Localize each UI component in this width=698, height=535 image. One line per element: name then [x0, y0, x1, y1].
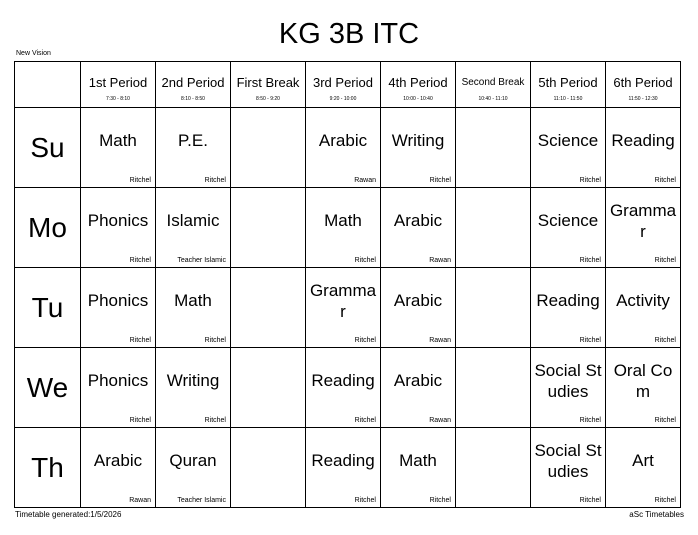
lesson-cell	[456, 348, 531, 428]
period-time: 11:50 - 12:30	[628, 96, 658, 102]
lesson-cell	[456, 428, 531, 508]
subject-label: Reading	[311, 451, 375, 470]
teacher-label: Ritchel	[654, 497, 676, 504]
day-name: Tu	[31, 291, 64, 323]
period-header	[456, 62, 531, 108]
period-name: First Break	[236, 75, 300, 90]
lesson-cell	[381, 108, 456, 188]
teacher-label: Ritchel	[579, 497, 601, 504]
lesson-cell	[606, 428, 681, 508]
lesson-cell	[306, 188, 381, 268]
lesson-cell	[156, 108, 231, 188]
subject-label: Grammar	[309, 280, 377, 321]
day-name: Su	[30, 131, 65, 163]
subject-label	[458, 348, 528, 413]
lesson-cell	[531, 428, 606, 508]
subject-label	[233, 108, 303, 173]
lesson-cell	[381, 428, 456, 508]
lesson-cell	[456, 268, 531, 348]
period-name: 3rd Period	[313, 75, 373, 90]
subject-label: Arabic	[393, 371, 443, 390]
period-time: 7:30 - 8:10	[106, 96, 130, 102]
subject-label	[458, 188, 528, 253]
lesson-cell	[81, 268, 156, 348]
lesson-cell	[156, 428, 231, 508]
teacher-label: Ritchel	[579, 257, 601, 264]
lesson-cell	[81, 348, 156, 428]
teacher-label: Teacher Islamic	[177, 497, 226, 504]
period-time: 8:50 - 9:20	[256, 96, 280, 102]
period-name: 2nd Period	[161, 75, 225, 90]
teacher-label: Ritchel	[354, 497, 376, 504]
teacher-label: Ritchel	[354, 257, 376, 264]
subject-label: Oral Com	[613, 360, 673, 401]
day-cell	[15, 348, 81, 428]
brand-label: aSc Timetables	[629, 510, 684, 519]
subject-label: Reading	[311, 371, 375, 390]
teacher-label: Ritchel	[654, 257, 676, 264]
lesson-cell	[306, 268, 381, 348]
subject-label: Islamic	[166, 211, 220, 230]
teacher-label: Ritchel	[579, 177, 601, 184]
lesson-cell	[606, 348, 681, 428]
lesson-cell	[156, 348, 231, 428]
lesson-cell	[156, 188, 231, 268]
lesson-cell	[456, 188, 531, 268]
teacher-label: Ritchel	[204, 337, 226, 344]
teacher-label: Ritchel	[579, 337, 601, 344]
teacher-label: Teacher Islamic	[177, 257, 226, 264]
lesson-cell	[531, 348, 606, 428]
day-name: Mo	[28, 211, 67, 243]
day-row	[15, 348, 681, 428]
teacher-label: Ritchel	[429, 497, 451, 504]
lesson-cell	[231, 268, 306, 348]
teacher-label: Ritchel	[654, 177, 676, 184]
subject-label: Math	[399, 451, 437, 470]
subject-label: Activity	[616, 291, 670, 310]
subject-label: Arabic	[393, 291, 443, 310]
teacher-label: Ritchel	[129, 257, 151, 264]
subject-label	[458, 108, 528, 173]
day-row	[15, 108, 681, 188]
subject-label: Science	[537, 211, 599, 230]
lesson-cell	[81, 188, 156, 268]
teacher-label: Rawan	[354, 177, 376, 184]
lesson-cell	[81, 428, 156, 508]
header-row	[15, 62, 681, 108]
period-header	[531, 62, 606, 108]
subject-label: Arabic	[318, 131, 368, 150]
lesson-cell	[156, 268, 231, 348]
subject-label: Arabic	[393, 211, 443, 230]
teacher-label: Ritchel	[654, 417, 676, 424]
subject-label: Phonics	[87, 211, 149, 230]
lesson-cell	[531, 268, 606, 348]
subject-label: Phonics	[87, 291, 149, 310]
subject-label	[233, 348, 303, 413]
day-cell	[15, 428, 81, 508]
lesson-cell	[456, 108, 531, 188]
teacher-label: Rawan	[429, 337, 451, 344]
lesson-cell	[306, 108, 381, 188]
teacher-label: Ritchel	[429, 177, 451, 184]
period-time: 10:00 - 10:40	[403, 96, 433, 102]
teacher-label: Ritchel	[129, 177, 151, 184]
period-name: 1st Period	[88, 75, 148, 90]
day-name: We	[26, 371, 69, 403]
teacher-label: Ritchel	[129, 337, 151, 344]
corner-cell	[15, 62, 81, 108]
lesson-cell	[306, 428, 381, 508]
subject-label	[233, 268, 303, 333]
subject-label: Math	[324, 211, 362, 230]
subject-label: Writing	[391, 131, 445, 150]
subject-label: Reading	[611, 131, 675, 150]
lesson-cell	[231, 108, 306, 188]
day-cell	[15, 268, 81, 348]
subject-label	[458, 428, 528, 493]
lesson-cell	[531, 108, 606, 188]
day-name: Th	[31, 451, 64, 483]
generated-note: Timetable generated:1/5/2026	[15, 510, 122, 519]
subject-label: Arabic	[93, 451, 143, 470]
lesson-cell	[531, 188, 606, 268]
subject-label: Science	[537, 131, 599, 150]
lesson-cell	[231, 188, 306, 268]
period-name: 4th Period	[388, 75, 448, 90]
lesson-cell	[231, 348, 306, 428]
period-name: Second Break	[461, 77, 525, 88]
teacher-label: Ritchel	[654, 337, 676, 344]
period-time: 10:40 - 11:10	[478, 96, 508, 102]
lesson-cell	[606, 108, 681, 188]
subject-label	[233, 428, 303, 493]
period-time: 9:20 - 10:00	[329, 96, 357, 102]
page-title: KG 3B ITC	[278, 18, 420, 50]
subject-label: Reading	[536, 291, 600, 310]
subject-label	[458, 268, 528, 333]
period-header	[306, 62, 381, 108]
day-row	[15, 268, 681, 348]
teacher-label: Ritchel	[354, 337, 376, 344]
lesson-cell	[606, 188, 681, 268]
day-cell	[15, 108, 81, 188]
period-time: 11:10 - 11:50	[553, 96, 583, 102]
subject-label: Writing	[166, 371, 220, 390]
teacher-label: Ritchel	[354, 417, 376, 424]
timetable-grid	[14, 61, 681, 508]
lesson-cell	[381, 348, 456, 428]
period-header	[231, 62, 306, 108]
subject-label: Quran	[169, 451, 217, 470]
day-row	[15, 188, 681, 268]
period-header	[81, 62, 156, 108]
subject-label: Art	[632, 451, 654, 470]
lesson-cell	[381, 268, 456, 348]
teacher-label: Rawan	[129, 497, 151, 504]
school-name: New Vision	[16, 50, 51, 57]
subject-label	[233, 188, 303, 253]
period-name: 5th Period	[538, 75, 598, 90]
teacher-label: Rawan	[429, 417, 451, 424]
lesson-cell	[306, 348, 381, 428]
subject-label: Math	[174, 291, 212, 310]
teacher-label: Rawan	[429, 257, 451, 264]
subject-label: P.E.	[178, 131, 208, 150]
period-name: 6th Period	[613, 75, 673, 90]
subject-label: Phonics	[87, 371, 149, 390]
period-header	[156, 62, 231, 108]
period-header	[381, 62, 456, 108]
subject-label: Social Studies	[534, 440, 602, 481]
lesson-cell	[606, 268, 681, 348]
teacher-label: Ritchel	[204, 417, 226, 424]
lesson-cell	[381, 188, 456, 268]
lesson-cell	[231, 428, 306, 508]
day-row	[15, 428, 681, 508]
subject-label: Social Studies	[534, 360, 602, 401]
subject-label: Grammar	[609, 200, 677, 241]
period-time: 8:10 - 8:50	[181, 96, 205, 102]
day-cell	[15, 188, 81, 268]
teacher-label: Ritchel	[579, 417, 601, 424]
lesson-cell	[81, 108, 156, 188]
period-header	[606, 62, 681, 108]
subject-label: Math	[99, 131, 137, 150]
teacher-label: Ritchel	[129, 417, 151, 424]
teacher-label: Ritchel	[204, 177, 226, 184]
